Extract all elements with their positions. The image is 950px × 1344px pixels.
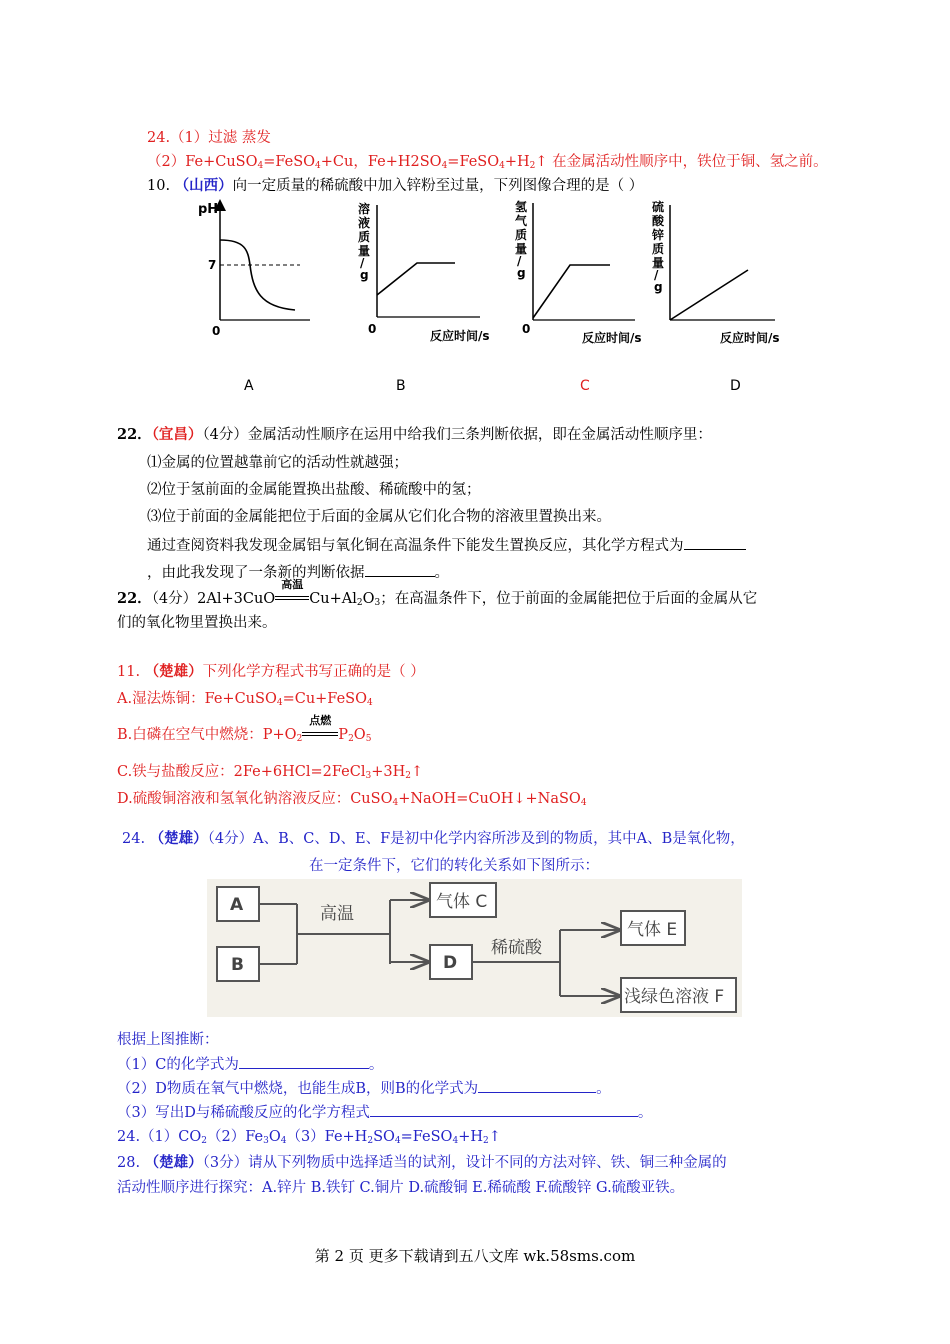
- question-24-sub-1: （1）C的化学式为 。: [117, 1054, 383, 1075]
- graph-c-y-char: /: [517, 254, 522, 268]
- q24-flow-diagram: [205, 875, 745, 1020]
- question-11-option-c: C.铁与盐酸反应：$2Fe+6HCl=2FeCl_3+3H_2↑$: [117, 764, 424, 781]
- option-c-label: C: [580, 378, 590, 394]
- node-b-label: B: [231, 955, 244, 975]
- graph-b-y-char: 溶: [358, 202, 371, 216]
- graph-d-y-char: 硫: [652, 200, 665, 214]
- graph-b-y-char: /: [360, 256, 365, 270]
- node-e-label: 气体 E: [627, 920, 678, 940]
- node-a-label: A: [230, 895, 244, 915]
- graph-b-y-char: 量: [358, 244, 371, 258]
- question-11-option-d: D.硫酸铜溶液和氢氧化钠溶液反应：CuSO$_4$+NaOH=CuOH↓+NaSO$_4$: [117, 791, 587, 808]
- answer-24-part1: 24.（1）过滤 蒸发: [147, 130, 271, 146]
- answer-22: 22．（4分）2Al+3CuO 高温 $Cu+Al_2O_3$；在高温条件下，位于前面的金属能把位于后面的金属从它: [117, 578, 758, 608]
- question-24: 24. （楚雄）（4分）A、B、C、D、E、F是初中化学内容所涉及到的物质，其中A、B是氧化物，: [122, 830, 745, 847]
- graph-c-y-char: 质: [515, 228, 528, 242]
- option-b-label: B: [396, 378, 406, 394]
- question-24-cont: 在一定条件下，它们的转化关系如下图所示：: [309, 858, 599, 874]
- question-22-prompt-2: ，由此我发现了一条新的判断依据 。: [147, 562, 449, 583]
- question-11-option-a: A.湿法炼铜：Fe+CuSO$_4$=Cu+FeSO$_4$: [117, 691, 373, 708]
- graph-c-y-char: g: [517, 266, 526, 280]
- graph-c-y-char: 气: [515, 214, 528, 228]
- condition-dilute-acid: 稀硫酸: [491, 938, 542, 958]
- question-11: 11. （楚雄）下列化学方程式书写正确的是（ ）: [117, 663, 425, 680]
- reaction-condition: 点燃: [302, 725, 338, 745]
- graph-b-origin: 0: [368, 322, 377, 336]
- graph-a: [198, 202, 310, 338]
- answer-blank[interactable]: [239, 1054, 369, 1069]
- page-footer: 第 2 页 更多下载请到五八文库 wk.58sms.com: [314, 1247, 636, 1265]
- answer-blank[interactable]: [478, 1078, 596, 1093]
- graph-d-y-char: 酸: [652, 214, 665, 228]
- graph-d-y-char: 量: [652, 256, 665, 270]
- question-22-item-1: ⑴金属的位置越靠前它的活动性就越强；: [147, 455, 408, 471]
- graph-c-y-char: 氢: [515, 200, 528, 214]
- graph-b-y-char: 液: [358, 216, 371, 230]
- question-24-sub-2: （2）D物质在氧气中燃烧，也能生成B，则B的化学式为 。: [117, 1078, 611, 1099]
- graph-b: [358, 201, 490, 343]
- question-22: 22．（宜昌）（4分）金属活动性顺序在运用中给我们三条判断依据，即在金属活动性顺序里：: [117, 426, 712, 443]
- question-22-item-3: ⑶位于前面的金属能把位于后面的金属从它们化合物的溶液里置换出来。: [147, 509, 611, 525]
- condition-high-temp: 高温: [320, 904, 354, 924]
- graph-d: [651, 199, 780, 345]
- graph-d-y-char: 质: [652, 242, 665, 256]
- graph-d-y-char: 锌: [652, 228, 665, 242]
- graph-a-y-label: pH: [198, 202, 219, 217]
- question-24-sub-3: （3）写出D与稀硫酸反应的化学方程式 。: [117, 1102, 652, 1123]
- reaction-condition: 高温: [275, 589, 309, 609]
- question-10: 10. （山西）向一定质量的稀硫酸中加入锌粉至过量，下列图像合理的是（ ）: [147, 177, 644, 194]
- graph-a-origin: 0: [212, 324, 221, 338]
- option-d-label: D: [730, 378, 741, 394]
- answer-24: $24.(1)CO_2(2)Fe_3O_4(3)Fe+H_2SO_4=FeSO_4+H_2↑$: [117, 1129, 501, 1146]
- q10-graphs: [190, 195, 810, 405]
- graph-b-y-char: g: [360, 268, 369, 282]
- question-28-cont: 活动性顺序进行探究：A.锌片 B.铁钉 C.铜片 D.硫酸铜 E.稀硫酸 F.硫酸锌 G.硫酸亚铁。: [117, 1180, 685, 1196]
- question-24-infer: 根据上图推断：: [117, 1032, 219, 1048]
- graph-b-y-char: 质: [358, 230, 371, 244]
- graph-c-origin: 0: [522, 322, 531, 336]
- answer-blank[interactable]: [684, 535, 746, 550]
- answer-24-part2: （2）Fe+CuSO$_4$=FeSO$_4$+Cu，$Fe+H2SO_4=FeSO_4+H_2↑$ 在金属活动性顺序中，铁位于铜、氢之前。: [147, 154, 828, 171]
- question-11-option-b: B.白磷在空气中燃烧：$P+O_2$ 点燃 $P_2O_5$: [117, 714, 372, 744]
- graph-c-y-char: 量: [515, 242, 528, 256]
- node-f-label: 浅绿色溶液 F: [624, 987, 725, 1007]
- graph-b-x-label: 反应时间/s: [430, 329, 490, 343]
- graph-a-tick-7: 7: [208, 258, 217, 272]
- answer-22-cont: 们的氧化物里置换出来。: [117, 615, 277, 631]
- graph-c-x-label: 反应时间/s: [582, 331, 642, 345]
- question-22-item-2: ⑵位于氢前面的金属能置换出盐酸、稀硫酸中的氢；: [147, 482, 481, 498]
- node-c-label: 气体 C: [436, 892, 488, 912]
- answer-blank[interactable]: [365, 562, 435, 577]
- graph-d-x-label: 反应时间/s: [720, 331, 780, 345]
- question-22-prompt: 通过查阅资料我发现金属铝与氧化铜在高温条件下能发生置换反应，其化学方程式为: [147, 535, 746, 556]
- graph-c: [515, 199, 642, 345]
- question-28: 28. （楚雄）（3分）请从下列物质中选择适当的试剂，设计不同的方法对锌、铁、铜三种金属的: [117, 1154, 727, 1171]
- node-d-label: D: [443, 953, 458, 973]
- graph-d-y-char: /: [654, 268, 659, 282]
- option-a-label: A: [244, 378, 254, 394]
- graph-d-y-char: g: [654, 280, 663, 294]
- answer-blank[interactable]: [370, 1102, 638, 1117]
